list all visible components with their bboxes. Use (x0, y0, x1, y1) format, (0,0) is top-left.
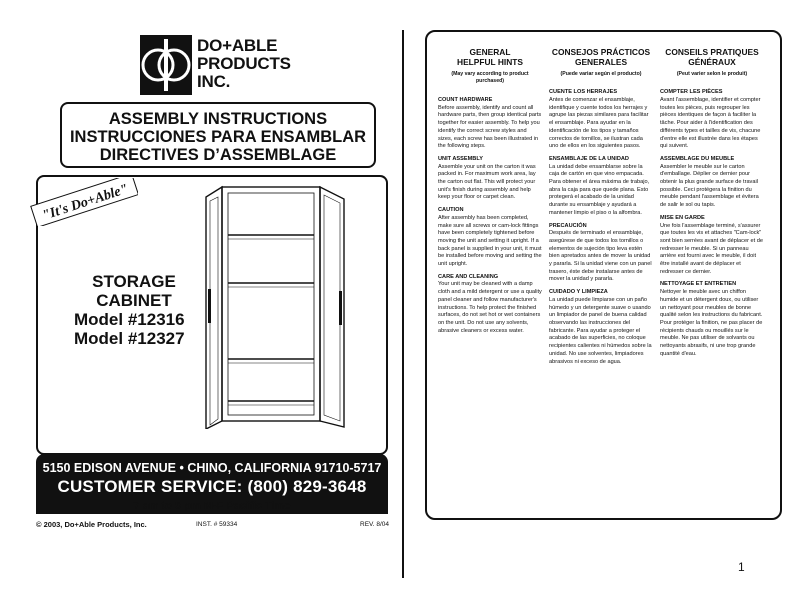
section-body: La unidad puede limpiarse con un paño húmedo y un detergente suave o usando un limpiador de panel de buena calidad observando las instrucciones del fabricante. Para ayudar a proteger el acabado de las superficies, no coloque recipientes calientes ni húmedos sobre la unidad. No use solventes, limpiadores abrasivos ni exceso de agua. (549, 296, 652, 365)
service-hours: 7 am to 5 pm M-F Pacific Time (133, 500, 291, 512)
section-title: UNIT ASSEMBLY (438, 155, 483, 162)
section-body: Después de terminado el ensamblaje, asegúrese de que todos los tornillos o elementos de sujeción tipo leva estén bien apretados antes de mover la unidad y pararla. Si la unidad viene con un panel trasero, éste debe instalarse antes de mover la unidad y pararla. (549, 230, 652, 283)
product-info (74, 272, 194, 348)
column-heading (660, 48, 764, 68)
section-body: Assemble your unit on the carton it was packed in. For maximum work area, lay the carton out flat. This will protect your unit's finish during assembly and help keep your floor or carpet clean. (438, 163, 536, 201)
section-body: Une fois l'assemblage terminé, s'assurer que toutes les vis et attaches "Cam-lock" sont bien serrées avant de déplacer et de redresser le meuble. Si un panneau arrière est fourni avec le meuble, il doit être installé avant de déplacer et redresser ce dernier. (660, 222, 763, 275)
hints-column-french (660, 48, 764, 364)
section-body: Nettoyer le meuble avec un chiffon humide et un détergent doux, ou utiliser un nettoyant pour meubles de bonne qualité selon les instructions du fabricant. Pour protéger la finition, ne pas placer de récipients chauds ou mouillés sur le meuble. Ne pas utiliser de solvants ou nettoyants abrasifs, ni une trop grande quantité d'eau. (660, 289, 763, 357)
title-french: DIRECTIVES D’ASSEMBLAGE (99, 146, 337, 164)
brand-line-3: INC. (197, 72, 231, 91)
section-title: CUENTE LOS HERRAJES (549, 89, 618, 96)
product-name-line-2: CABINET (96, 291, 172, 310)
section-body: After assembly has been completed, make sure all screws or cam-lock fittings have been completely tightened before moving the unit and setting it upright. If a back panel is supplied in your unit, it must be installed before moving and setting the unit upright. (438, 214, 542, 268)
hints-column-english (438, 48, 542, 340)
product-name-line-1: STORAGE (92, 272, 176, 291)
brand-name (197, 37, 291, 91)
column-heading-line: GENERAL (469, 47, 511, 57)
instruction-number: INST. # 59334 (196, 521, 238, 528)
section-body: Avant l'assemblage, identifier et compter toutes les pièces, puis regrouper les pièces identiques de façon à faciliter la tâche. Pour aider à l'identification des différents types et tailles de vis, chacune d'entre elle est illustrée dans les étapes qui suivent. (660, 97, 761, 150)
section-body: Assembler le meuble sur le carton d'emballage. Déplier ce dernier pour obtenir la plus grande surface de travail possible. Ceci protégera la finition du meuble pendant l'assemblage et évitera de salir le sol ou tapis. (660, 163, 759, 209)
section-title: CUIDADO Y LIMPIEZA (549, 289, 608, 296)
section-title: MISE EN GARDE (660, 214, 705, 221)
title-spanish: INSTRUCCIONES PARA ENSAMBLAR (69, 128, 367, 146)
tagline-banner (28, 178, 138, 226)
section-body: Before assembly, identify and count all hardware parts, then group identical parts together for easier assembly. To help you identify the correct screw styles and sizes, each screw has been illustrated in the following steps. (438, 104, 542, 150)
section-title: NETTOYAGE ET ENTRETIEN (660, 281, 737, 288)
company-address: 5150 EDISON AVENUE • CHINO, CALIFORNIA 91710-5717 (42, 461, 382, 475)
page-divider (402, 30, 404, 578)
page-number: 1 (738, 560, 745, 574)
model-number: Model #12316 (74, 310, 185, 329)
section-title: COUNT HARDWARE (438, 97, 493, 103)
column-heading-line: GÉNÉRAUX (688, 56, 736, 67)
model-number: Model #12327 (74, 329, 185, 348)
section-body: Your unit may be cleaned with a damp cloth and a mild detergent or use a quality panel cleaner and follow manufacturer's instructions. To help protect the finished surfaces, do not set hot or wet containers on the unit. Do not use any solvents, abrasive cleaners or excess water. (438, 281, 542, 334)
column-subtitle: (May vary according to product purchased) (451, 70, 529, 85)
column-heading-line: CONSEJOS PRÁCTICOS (551, 47, 651, 57)
title-english: ASSEMBLY INSTRUCTIONS (108, 110, 328, 128)
column-heading-line: CONSEILS PRATIQUES (665, 47, 759, 57)
column-heading-line: HELPFUL HINTS (457, 56, 523, 67)
brand-line-1: DO+ABLE (197, 36, 278, 55)
customer-service-phone: CUSTOMER SERVICE: (800) 829-3648 (57, 477, 367, 496)
section-body: Antes de comenzar el ensamblaje, identifique y cuente todos los herrajes y agrupe las piezas similares para facilitar el ensamblaje. Para ayudar en la identificación de los tipos y tamaños correctos de tornillos, se ilustran cada uno de ellos en los siguientes pasos. (549, 97, 649, 150)
section-title: CAUTION (438, 207, 464, 214)
copyright: © 2003, Do+Able Products, Inc. (36, 520, 147, 529)
section-title: PRECAUCIÓN (549, 222, 587, 229)
brand-logo (140, 35, 192, 95)
section-body: La unidad debe ensamblarse sobre la caja de cartón en que vino empacada. Para obtener el área máxima de trabajo, abra la caja para que quede plana. Esto protegerá el acabado de la unidad durante su ensamblaje y ayudará a mantener limpio el piso o la alfombra. (549, 163, 650, 216)
section-title: CARE AND CLEANING (438, 273, 499, 280)
column-subtitle: (Puede variar según el producto) (560, 70, 642, 77)
column-heading-line: GENERALES (574, 56, 628, 67)
section-title: ENSAMBLAJE DE LA UNIDAD (549, 155, 629, 162)
logo-mark-icon (140, 35, 192, 95)
tagline-text: "It's Do+Able" (40, 181, 131, 224)
brand-line-2: PRODUCTS (197, 54, 291, 73)
column-heading (549, 48, 653, 68)
instructions-title-box (60, 102, 376, 168)
column-subtitle: (Peut varier selon le produit) (676, 70, 748, 77)
storage-cabinet-illustration (198, 183, 352, 429)
revision: REV. 8/04 (360, 521, 390, 528)
section-title: COMPTER LES PIÈCES (660, 89, 723, 96)
hints-column-spanish (549, 48, 653, 371)
column-heading (438, 48, 542, 68)
section-title: ASSEMBLAGE DU MEUBLE (660, 155, 735, 162)
